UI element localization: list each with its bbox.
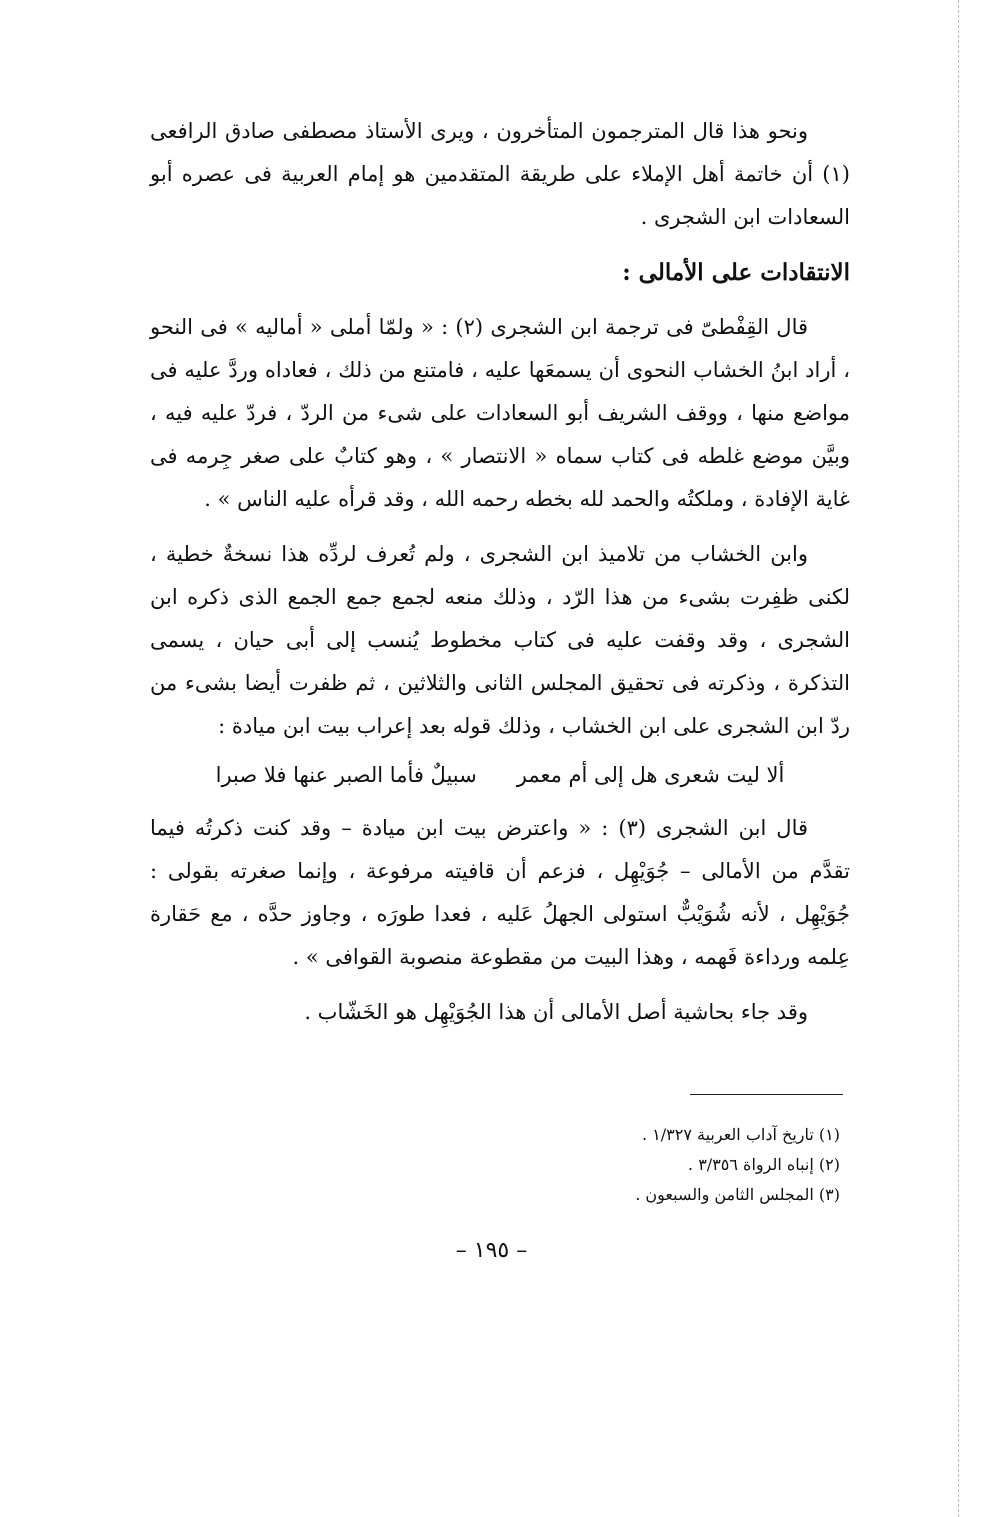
scan-edge-line xyxy=(958,0,959,1517)
closing-paragraph: وقد جاء بحاشية أصل الأمالى أن هذا الجُوَيْهِل هو الخَشّاب . xyxy=(304,1000,808,1024)
footnote-2: (٢) إنباه الرواة ٣/٣٥٦ . xyxy=(688,1155,840,1174)
page-number: – ١٩٥ – xyxy=(455,1238,528,1263)
footnote-1: (١) تاريخ آداب العربية ١/٣٢٧ . xyxy=(641,1125,840,1144)
ibn-khashshab-paragraph: وابن الخشاب من تلاميذ ابن الشجرى ، ولم تُعرف لردِّه هذا نسخةٌ خطية ، لكنى ظفِرت بشىء من هذا الرّد ، وذلك منعه لجمع جمع الجمع الذى ذكره ابن الشجرى ، وقد وقفت عليه فى كتاب مخطوط يُنسب إلى أبى حيان ، يسمى التذكرة ، وذكرته فى تحقيق المجلس الثانى والثلاثين ، ثم ظفرت أيضا بشىء من ردّ ابن الشجرى على ابن الخشاب ، وذلك قوله بعد إعراب بيت ابن ميادة : xyxy=(150,542,850,738)
footnotes xyxy=(420,1120,840,1210)
intro-paragraph: ونحو هذا قال المترجمون المتأخرون ، ويرى الأستاذ مصطفى صادق الرافعى (١) أن خاتمة أهل الإملاء على طريقة المتقدمين هو إمام العربية فى عصره أبو السعادات ابن الشجرى . xyxy=(150,119,850,229)
section-heading: الانتقادات على الأمالى : xyxy=(622,259,850,286)
qifti-quote-paragraph: قال القِفْطىّ فى ترجمة ابن الشجرى (٢) : « ولمّا أملى « أماليه » فى النحو ، أراد ابنُ الخشاب النحوى أن يسمعَها عليه ، فامتنع من ذلك ، فعاداه وردَّ عليه فى مواضع منها ، ووقف الشريف أبو السعادات على شىء من الردّ ، فردّ عليه فيه ، وبيَّن موضع غلطه فى كتاب سماه « الانتصار » ، وهو كتابٌ على صغر جِرمه فى غاية الإفادة ، وملكتُه والحمد لله بخطه رحمه الله ، وقد قرأه عليه الناس » . xyxy=(150,315,850,511)
footnote-separator xyxy=(690,1094,843,1095)
verse-first-hemistich: ألا ليت شعرى هل إلى أم معمر xyxy=(516,763,785,787)
page-body xyxy=(150,110,850,1034)
verse-second-hemistich: سبيلٌ فأما الصبر عنها فلا صبرا xyxy=(215,763,477,787)
ibn-shajari-quote-paragraph: قال ابن الشجرى (٣) : « واعترض بيت ابن ميادة – وقد كنت ذكرتُه فيما تقدَّم من الأمالى – جُوَيْهِل ، فزعم أن قافيته مرفوعة ، وإنما صغرته بقولى : جُوَيْهِل ، لأنه شُوَيْبٌّ استولى الجهلُ عَليه ، فعدا طورَه ، وجاوز حدَّه ، مع حَقارة عِلمه ورداءة فَهمه ، وهذا البيت من مقطوعة منصوبة القوافى » . xyxy=(150,816,850,969)
footnote-3: (٣) المجلس الثامن والسبعون . xyxy=(635,1185,840,1204)
poetry-verse xyxy=(150,754,850,797)
